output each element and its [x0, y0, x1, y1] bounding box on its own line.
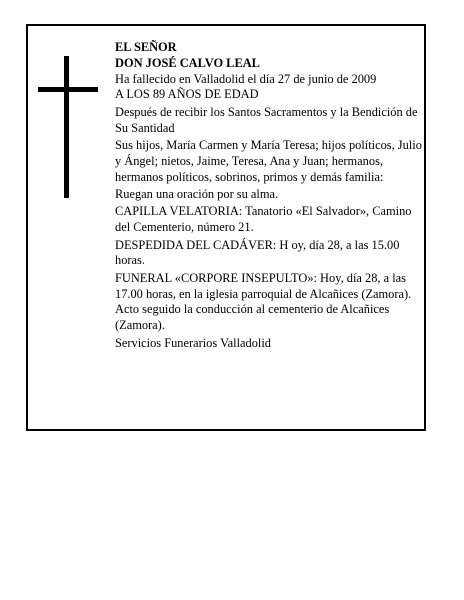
funeral-paragraph: FUNERAL «CORPORE INSEPULTO»: Hoy, día 28, a las 17.00 horas, en la iglesia parroquial de Alcañices (Zamora). Acto seguido la conducción al cementerio de Alcañices (Zamora). — [115, 270, 412, 333]
chapel-paragraph: CAPILLA VELATORIA: Tanatorio «El Salvador», Camino del Cementerio, número 21. — [115, 204, 412, 235]
obituary-notice — [26, 24, 426, 431]
farewell-paragraph: DESPEDIDA DEL CADÁVER: H oy, día 28, a las 15.00 horas. — [115, 237, 400, 268]
funeral-services-line: Servicios Funerarios Valladolid — [115, 335, 272, 350]
cross-vertical-bar — [64, 56, 69, 198]
deceased-name: DON JOSÉ CALVO LEAL — [115, 55, 260, 70]
title-line-1: EL SEÑOR — [115, 40, 177, 54]
cross-horizontal-bar — [38, 87, 98, 92]
cross-icon — [38, 56, 98, 198]
prayer-request: Ruegan una oración por su alma. — [115, 186, 279, 201]
age-line: A LOS 89 AÑOS DE EDAD — [115, 87, 259, 102]
death-date-line: Ha fallecido en Valladolid el día 27 de junio de 2009 — [115, 71, 377, 86]
sacraments-paragraph: Después de recibir los Santos Sacramentos y la Bendición de Su Santidad — [115, 104, 418, 135]
family-paragraph: Sus hijos, María Carmen y María Teresa; hijos políticos, Julio y Ángel; nietos, Jaime, Teresa, Ana y Juan; hermanos, hermanos políticos, sobrinos, primos y demás familia: — [115, 137, 422, 184]
notice-body — [115, 40, 423, 353]
